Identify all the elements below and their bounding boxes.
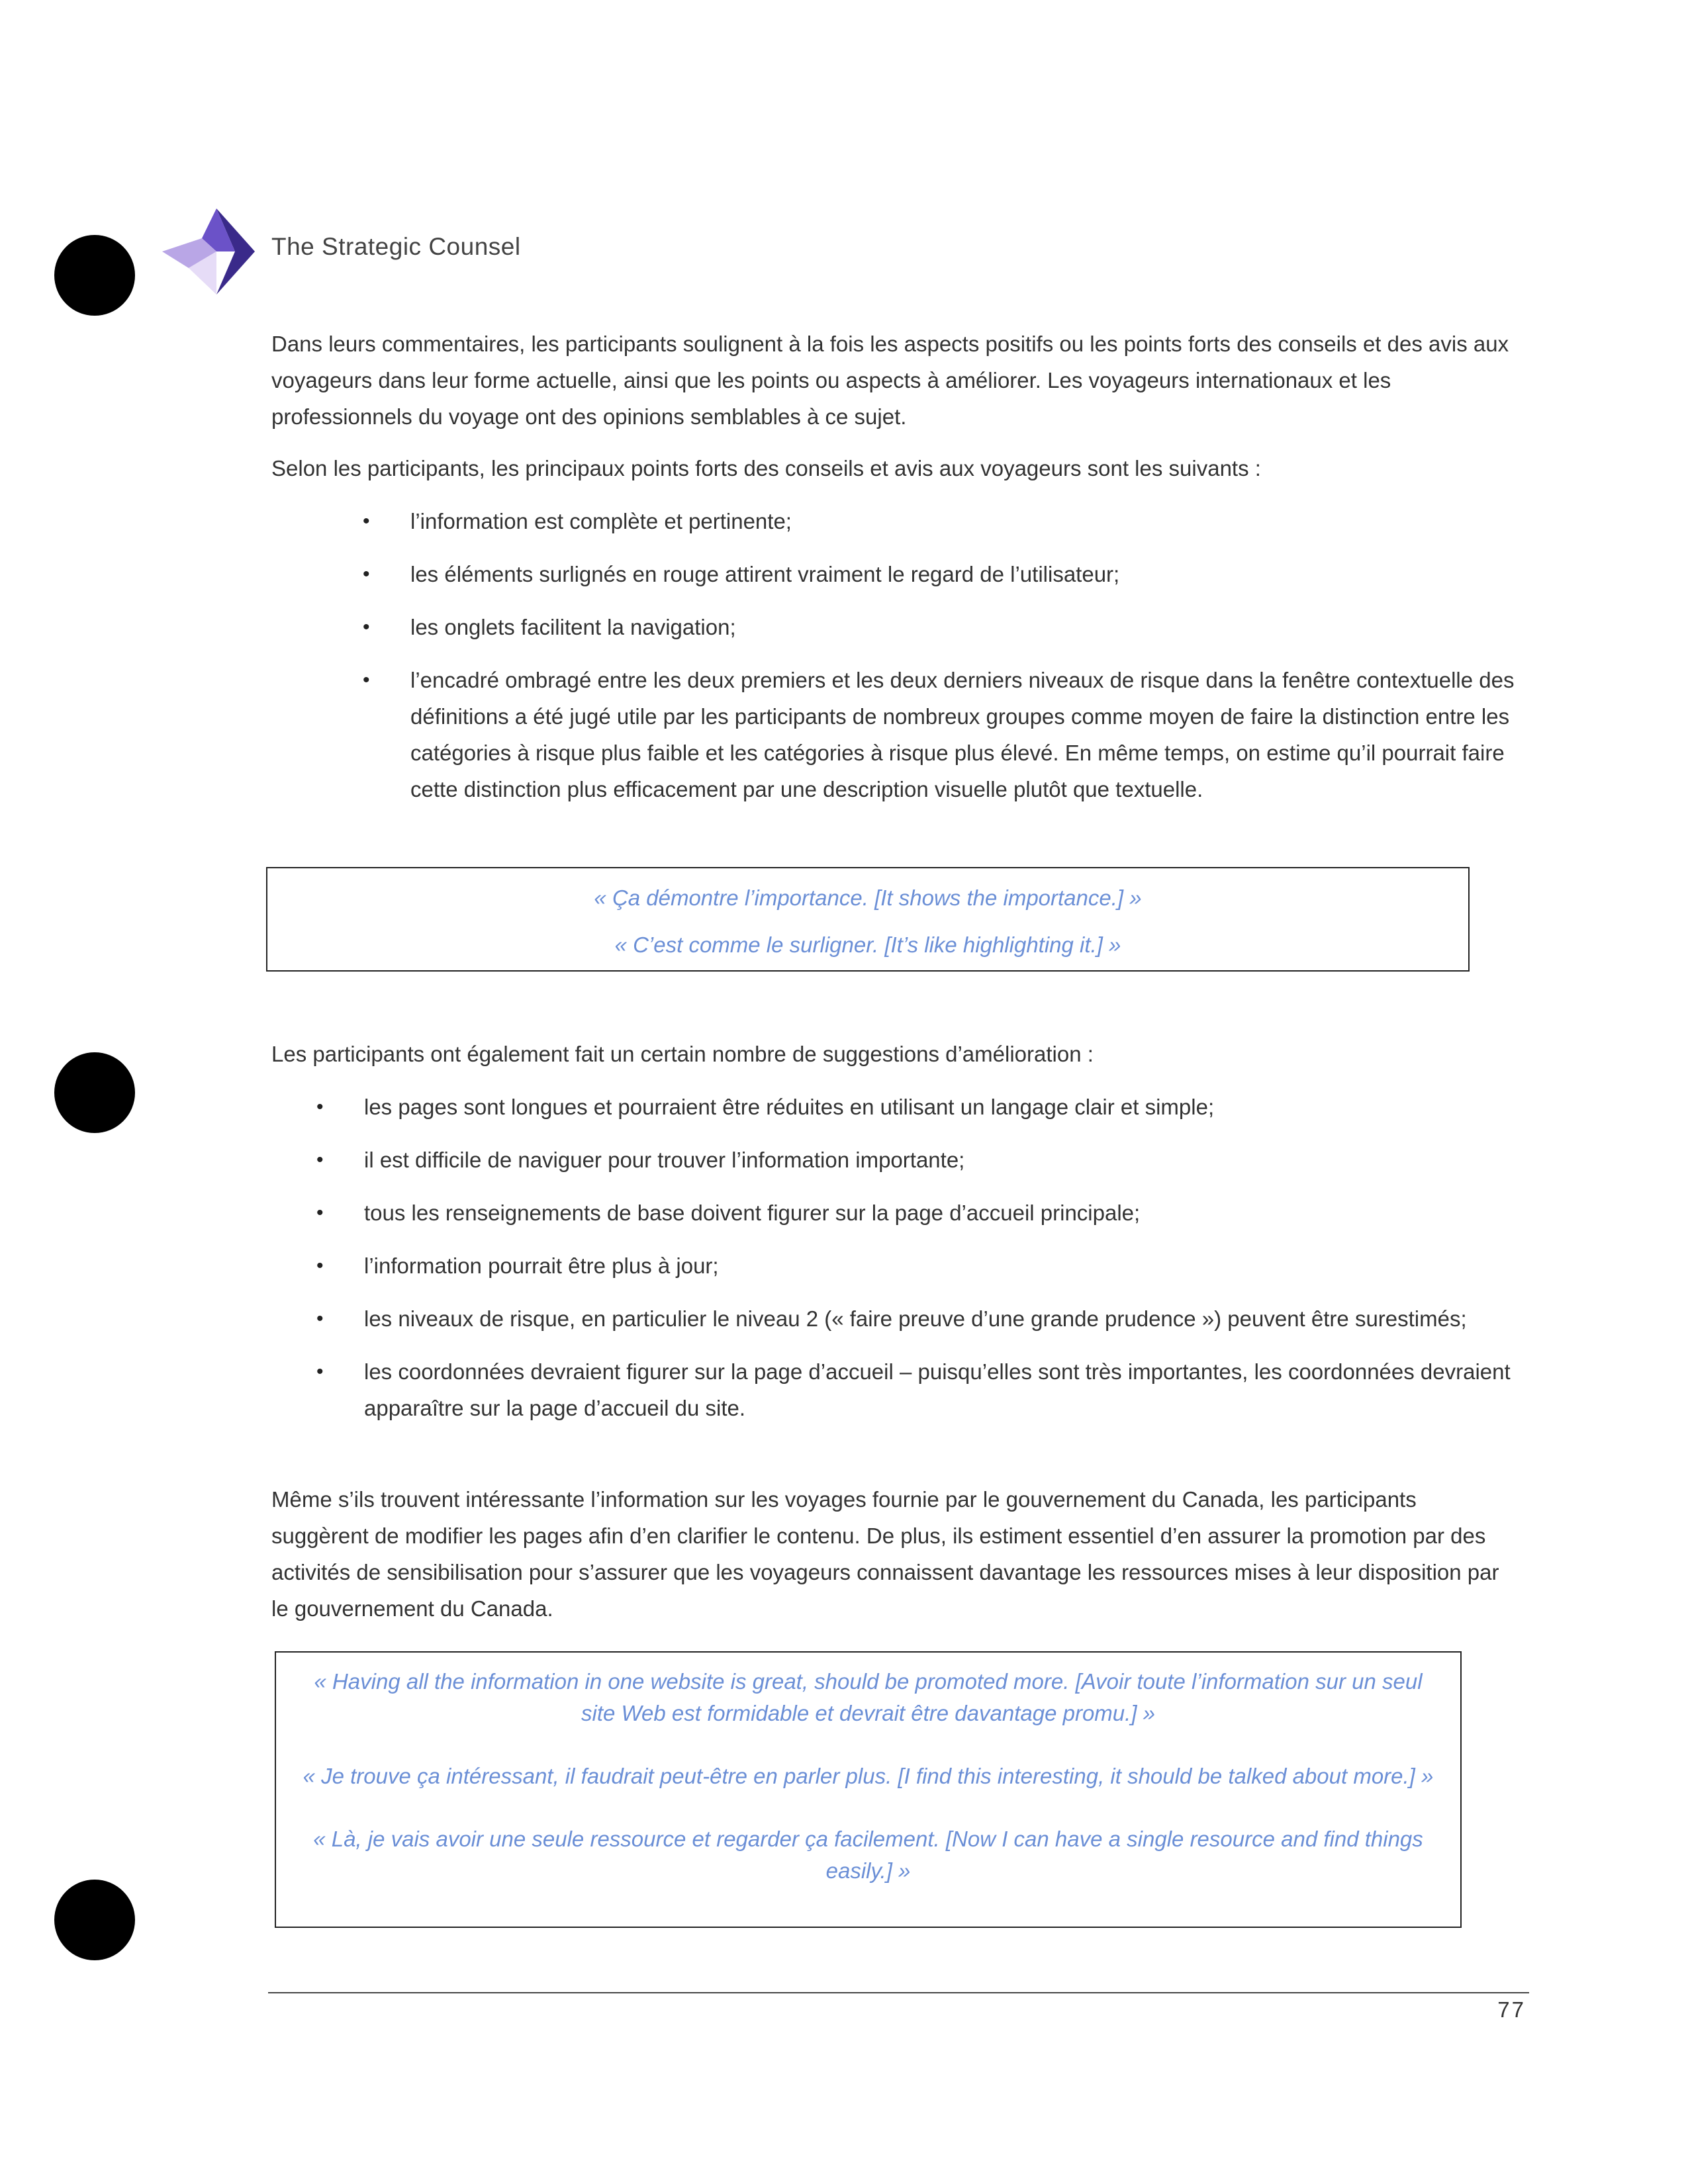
list-item [363, 609, 1516, 645]
intro-paragraph: Dans leurs commentaires, les participants soulignent à la fois les aspects positifs ou les points forts des conseils et des avis aux voyageurs dans leur forme actuelle, ainsi que les points ou aspects à améliorer. Les voyageurs internationaux et les professionnels du voyage ont des opinions semblables à ce sujet. [271, 332, 1509, 429]
intro-section [271, 326, 1516, 486]
list-item [316, 1248, 1516, 1284]
list-item-text: tous les renseignements de base doivent figurer sur la page d’accueil principale; [364, 1201, 1141, 1225]
list-item-text: les niveaux de risque, en particulier le niveau 2 (« faire preuve d’une grande prudence ») peuvent être surestimés; [364, 1306, 1467, 1331]
bullet-icon: • [316, 1202, 324, 1224]
list-item [316, 1089, 1516, 1125]
brand-name: The Strategic Counsel [271, 233, 521, 260]
strengths-list [363, 503, 1516, 824]
list-item [316, 1300, 1516, 1337]
list-item [316, 1353, 1516, 1426]
bullet-icon: • [316, 1255, 324, 1277]
quote-box-strengths [266, 867, 1470, 972]
bullet-icon: • [316, 1361, 324, 1383]
bullet-icon: • [363, 510, 370, 532]
list-item-text: l’information est complète et pertinente; [410, 509, 792, 533]
binder-hole-top [54, 235, 135, 316]
strengths-lead-in: Selon les participants, les principaux points forts des conseils et avis aux voyageurs sont les suivants : [271, 456, 1261, 480]
suggestions-section [271, 1036, 1516, 1072]
quote-text: « C’est comme le surligner. [It’s like highlighting it.] » [614, 933, 1121, 957]
conclusion-paragraph: Même s’ils trouvent intéressante l’information sur les voyages fournie par le gouvernement du Canada, les participants suggèrent de modifier les pages afin d’en clarifier le contenu. De plus, ils estiment essentiel d’en assurer la promotion par des activités de sensibilisation pour s’assurer que les voyageurs connaissent davantage les ressources mises à leur disposition par le gouvernement du Canada. [271, 1487, 1499, 1621]
list-item [316, 1195, 1516, 1231]
binder-hole-middle [54, 1052, 135, 1133]
quote-text: « Ça démontre l’importance. [It shows the importance.] » [594, 886, 1142, 910]
list-item-text: les éléments surlignés en rouge attirent vraiment le regard de l’utilisateur; [410, 562, 1120, 586]
list-item [363, 556, 1516, 592]
suggestions-list [316, 1089, 1516, 1443]
list-item [316, 1142, 1516, 1178]
page-number: 77 [1497, 1997, 1526, 2022]
list-item [363, 662, 1516, 807]
list-item [363, 503, 1516, 539]
bullet-icon: • [316, 1096, 324, 1118]
bullet-icon: • [316, 1149, 324, 1171]
list-item-text: l’information pourrait être plus à jour; [364, 1253, 719, 1278]
quote-text: « Là, je vais avoir une seule ressource et regarder ça facilement. [Now I can have a single resource and find things easily.] » [313, 1827, 1423, 1883]
bullet-icon: • [363, 669, 370, 691]
list-item-text: les coordonnées devraient figurer sur la page d’accueil – puisqu’elles sont très importantes, les coordonnées devraient apparaître sur la page d’accueil du site. [364, 1359, 1511, 1420]
bullet-icon: • [363, 616, 370, 638]
suggestions-lead-in: Les participants ont également fait un certain nombre de suggestions d’amélioration : [271, 1042, 1094, 1066]
bullet-icon: • [363, 563, 370, 585]
binder-hole-bottom [54, 1880, 135, 1960]
quote-box-suggestions [275, 1651, 1462, 1928]
list-item-text: l’encadré ombragé entre les deux premiers et les deux derniers niveaux de risque dans la fenêtre contextuelle des définitions a été jugé utile par les participants de nombreux groupes comme moyen de faire la distinction entre les catégories à risque plus faible et les catégories à risque plus élevé. En même temps, on estime qu’il pourrait faire cette distinction plus efficacement par une description visuelle plutôt que textuelle. [410, 668, 1515, 801]
conclusion-section [271, 1481, 1516, 1627]
quote-text: « Having all the information in one website is great, should be promoted more. [Avoir toute l’information sur un seul site Web est formidable et devrait être davantage promu.] » [314, 1669, 1423, 1725]
bullet-icon: • [316, 1308, 324, 1330]
quote-text: « Je trouve ça intéressant, il faudrait peut-être en parler plus. [I find this interesting, it should be talked about more.] » [303, 1764, 1434, 1788]
footer-rule [268, 1992, 1529, 1993]
list-item-text: les onglets facilitent la navigation; [410, 615, 736, 639]
list-item-text: les pages sont longues et pourraient être réduites en utilisant un langage clair et simple; [364, 1095, 1215, 1119]
list-item-text: il est difficile de naviguer pour trouver l’information importante; [364, 1148, 965, 1172]
strategic-counsel-logo-icon [162, 208, 255, 295]
